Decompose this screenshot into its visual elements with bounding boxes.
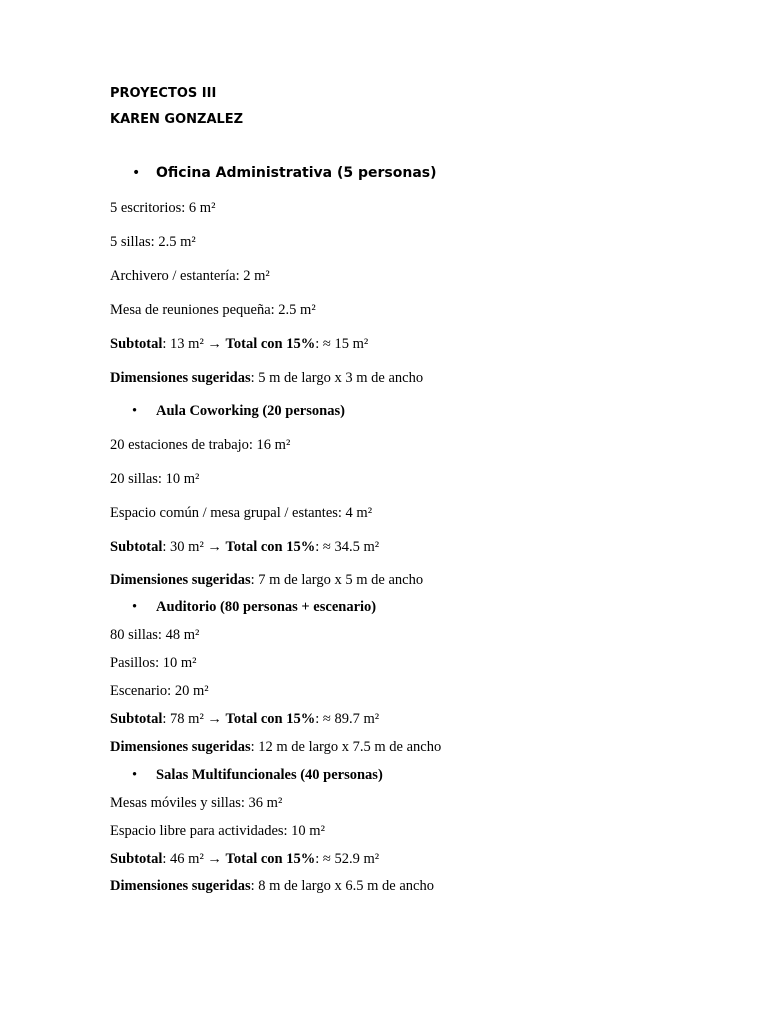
section-heading-auditorio: [132, 597, 376, 617]
subtotal-value: : 78 m² →: [162, 711, 226, 727]
list-item: 5 escritorios: 6 m²: [110, 200, 216, 216]
section-title: Aula Coworking (20 personas): [156, 403, 345, 419]
total-label: Total con 15%: [225, 711, 316, 727]
dimensions-label: Dimensiones sugeridas: [110, 739, 251, 755]
list-item: Pasillos: 10 m²: [110, 655, 197, 671]
section-title: Salas Multifuncionales (40 personas): [156, 767, 383, 783]
section-heading-oficina: [132, 163, 437, 183]
section-title: Oficina Administrativa (5 personas): [156, 165, 437, 181]
subtotal-label: Subtotal: [110, 336, 163, 352]
list-item: 80 sillas: 48 m²: [110, 627, 200, 643]
total-value: : ≈ 89.7 m²: [315, 711, 380, 727]
subtotal-line: [110, 334, 368, 354]
dimensions-line: [110, 737, 441, 757]
list-item: Espacio libre para actividades: 10 m²: [110, 823, 325, 839]
list-item: Escenario: 20 m²: [110, 683, 209, 699]
subtotal-value: : 13 m² →: [162, 336, 226, 352]
bullet-icon: •: [132, 767, 138, 783]
list-item: Espacio común / mesa grupal / estantes: 4 m²: [110, 505, 373, 521]
subtotal-line: [110, 849, 379, 869]
dimensions-label: Dimensiones sugeridas: [110, 572, 251, 588]
total-label: Total con 15%: [225, 539, 316, 555]
subtotal-value: : 30 m² →: [162, 539, 226, 555]
dimensions-label: Dimensiones sugeridas: [110, 878, 251, 894]
section-heading-coworking: [132, 401, 345, 421]
subtotal-label: Subtotal: [110, 711, 163, 727]
total-value: : ≈ 15 m²: [315, 336, 369, 352]
subtotal-label: Subtotal: [110, 539, 163, 555]
subtotal-line: [110, 537, 379, 557]
total-value: : ≈ 34.5 m²: [315, 539, 380, 555]
dimensions-line: [110, 368, 423, 388]
dimensions-line: [110, 570, 423, 590]
bullet-icon: •: [132, 403, 138, 419]
subtotal-line: [110, 709, 379, 729]
list-item: 20 estaciones de trabajo: 16 m²: [110, 437, 291, 453]
subtotal-label: Subtotal: [110, 851, 163, 867]
list-item: Mesa de reuniones pequeña: 2.5 m²: [110, 302, 316, 318]
dimensions-value: : 8 m de largo x 6.5 m de ancho: [250, 878, 434, 894]
dimensions-value: : 7 m de largo x 5 m de ancho: [250, 572, 424, 588]
list-item: 20 sillas: 10 m²: [110, 471, 200, 487]
dimensions-value: : 5 m de largo x 3 m de ancho: [250, 370, 424, 386]
total-value: : ≈ 52.9 m²: [315, 851, 380, 867]
author-name: KAREN GONZALEZ: [110, 112, 244, 127]
course-title: PROYECTOS III: [110, 86, 217, 101]
document-page: [110, 0, 710, 1024]
total-label: Total con 15%: [225, 851, 316, 867]
total-label: Total con 15%: [225, 336, 316, 352]
bullet-icon: •: [132, 165, 141, 181]
dimensions-line: [110, 876, 434, 896]
dimensions-value: : 12 m de largo x 7.5 m de ancho: [250, 739, 442, 755]
subtotal-value: : 46 m² →: [162, 851, 226, 867]
list-item: Mesas móviles y sillas: 36 m²: [110, 795, 283, 811]
dimensions-label: Dimensiones sugeridas: [110, 370, 251, 386]
bullet-icon: •: [132, 599, 138, 615]
section-title: Auditorio (80 personas + escenario): [156, 599, 377, 615]
list-item: 5 sillas: 2.5 m²: [110, 234, 196, 250]
list-item: Archivero / estantería: 2 m²: [110, 268, 270, 284]
section-heading-salas: [132, 765, 383, 785]
